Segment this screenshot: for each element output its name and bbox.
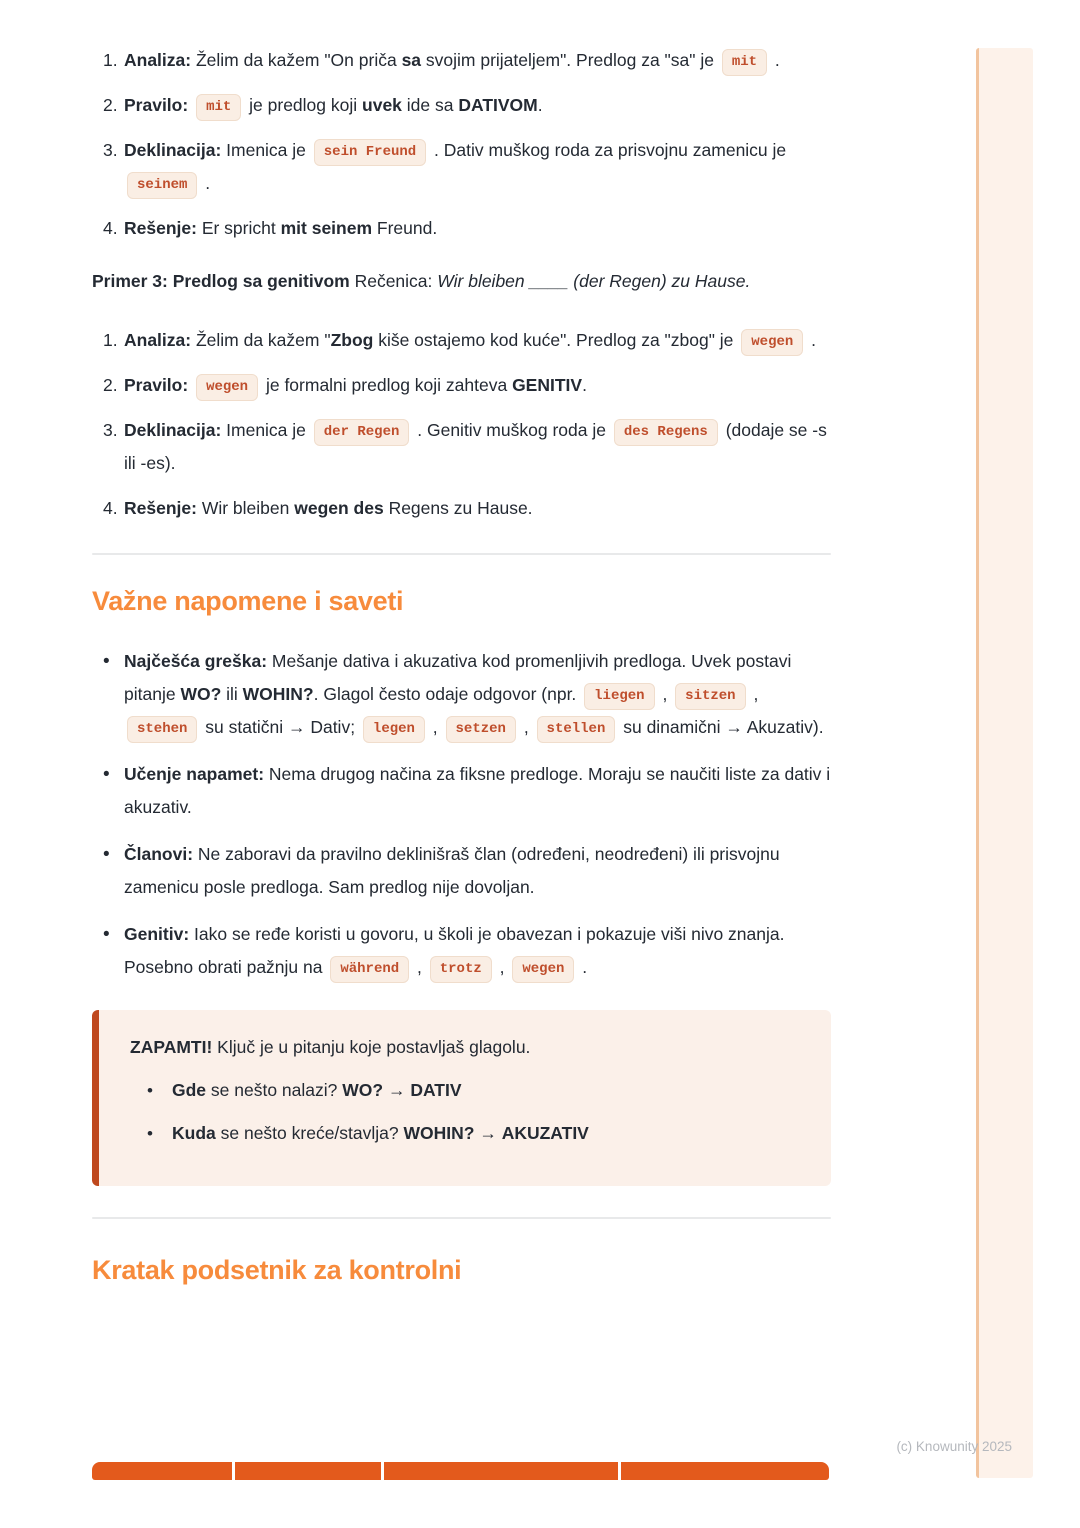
text-segment: Učenje napamet: <box>124 764 265 784</box>
text-segment: . <box>537 95 543 115</box>
text-segment: . Genitiv muškog roda je <box>412 420 611 440</box>
text-segment: Gde <box>172 1080 207 1100</box>
bullet-dot: • <box>147 1124 153 1143</box>
text-segment: . <box>200 173 211 193</box>
text-segment: → <box>383 1080 411 1100</box>
bullet-dot: • <box>103 924 110 945</box>
text-segment: kiše ostajemo kod kuće". Predlog za "zbog" je <box>373 330 739 350</box>
text-segment: → <box>474 1123 502 1143</box>
example2-steps-list <box>92 44 831 245</box>
text-segment: svojim prijateljem". Predlog za "sa" je <box>421 50 719 70</box>
code-chip: der Regen <box>314 419 410 446</box>
code-chip: während <box>330 956 409 983</box>
text-segment: DATIVOM <box>458 95 538 115</box>
text-segment: WOHIN? <box>403 1123 475 1143</box>
text-segment: , <box>518 717 534 737</box>
list-item-text <box>172 1117 801 1150</box>
text-segment: Imenica je <box>221 420 311 440</box>
text-segment: Pravilo: <box>124 375 189 395</box>
text-segment: Ključ je u pitanju koje postavljaš glagolu. <box>212 1037 531 1057</box>
code-chip: wegen <box>512 956 574 983</box>
text-segment: Er spricht <box>196 218 281 238</box>
text-segment: Ne zaboravi da pravilno deklinišraš član (određeni, neodređeni) ili prisvojnu zamenicu posle predloga. Sam predlog nije dovoljan. <box>124 844 780 897</box>
list-item <box>92 918 831 984</box>
text-segment: Analiza: <box>124 50 192 70</box>
text-segment: . <box>770 50 780 70</box>
list-item <box>92 44 831 77</box>
text-segment: Mešanje dativa i akuzativa kod promenljivih predloga. Uvek postavi pitanje <box>124 651 792 704</box>
code-chip: trotz <box>430 956 492 983</box>
text-segment: , <box>412 957 427 977</box>
text-segment: je formalni predlog koji zahteva <box>261 375 513 395</box>
code-chip: stellen <box>537 716 616 743</box>
text-segment <box>188 375 193 395</box>
code-chip: setzen <box>446 716 516 743</box>
text-segment: mit seinem <box>280 218 373 238</box>
text-segment: Primer 3: Predlog sa genitivom <box>92 271 350 291</box>
list-item <box>92 212 831 245</box>
code-chip: liegen <box>584 683 654 710</box>
code-chip: wegen <box>196 374 258 401</box>
section-divider <box>92 553 831 555</box>
text-segment: sa <box>401 50 422 70</box>
text-segment: Wir bleiben <box>196 498 295 518</box>
list-number: 3. <box>103 140 118 160</box>
list-item-text <box>124 89 831 122</box>
text-segment: Deklinacija: <box>124 140 222 160</box>
code-chip: stehen <box>127 716 197 743</box>
table-header-cell <box>92 1462 232 1480</box>
text-segment: Genitiv: <box>124 924 190 944</box>
bullet-dot: • <box>103 844 110 865</box>
list-number: 1. <box>103 330 118 350</box>
text-segment: Nema drugog načina za fiksne predloge. Moraju se naučiti liste za dativ i akuzativ. <box>124 764 831 817</box>
text-segment: AKUZATIV <box>501 1123 589 1143</box>
list-item-text <box>124 414 831 480</box>
list-number: 4. <box>103 218 118 238</box>
list-item-text <box>124 324 831 357</box>
text-segment: , <box>657 684 673 704</box>
code-chip: wegen <box>741 329 803 356</box>
list-item-text <box>124 758 831 824</box>
text-segment: Iako se ređe koristi u govoru, u školi je obavezan i pokazuje viši nivo znanja. Posebno obrati pažnju na <box>124 924 785 977</box>
list-item-text <box>124 369 831 402</box>
text-segment: su statični → Dativ; <box>200 717 360 737</box>
list-item <box>92 758 831 824</box>
code-chip: des Regens <box>614 419 718 446</box>
list-item <box>92 89 831 122</box>
bullet-dot: • <box>103 764 110 785</box>
list-item-text <box>124 645 831 744</box>
text-segment: WO? <box>180 684 222 704</box>
text-segment: Najčešća greška: <box>124 651 268 671</box>
list-item-text <box>124 44 831 77</box>
text-segment: ili <box>221 684 243 704</box>
list-number: 4. <box>103 498 118 518</box>
text-segment: , <box>748 684 759 704</box>
zapamti-callout <box>92 1010 831 1186</box>
text-segment: se nešto nalazi? <box>206 1080 343 1100</box>
list-item-text <box>124 838 831 904</box>
text-segment: . <box>577 957 588 977</box>
text-segment: Kuda <box>172 1123 216 1143</box>
text-segment: Želim da kažem "On priča <box>191 50 402 70</box>
primer3-intro-paragraph <box>92 265 831 298</box>
list-number: 2. <box>103 375 118 395</box>
text-segment: Pravilo: <box>124 95 189 115</box>
text-segment: je predlog koji <box>244 95 363 115</box>
bullet-dot: • <box>103 651 110 672</box>
document-content <box>92 0 831 1286</box>
text-segment: , <box>427 717 443 737</box>
list-number: 3. <box>103 420 118 440</box>
text-segment: uvek <box>362 95 402 115</box>
table-header-cell <box>621 1462 829 1480</box>
text-segment: Imenica je <box>221 140 311 160</box>
text-segment: Rešenje: <box>124 218 197 238</box>
text-segment: Analiza: <box>124 330 192 350</box>
list-item <box>92 645 831 744</box>
text-segment: se nešto kreće/stavlja? <box>215 1123 404 1143</box>
code-chip: mit <box>196 94 241 121</box>
list-item <box>92 414 831 480</box>
text-segment: Freund. <box>372 218 438 238</box>
text-segment: Rečenica: <box>349 271 438 291</box>
list-item <box>130 1074 801 1107</box>
text-segment: wegen des <box>294 498 384 518</box>
code-chip: sitzen <box>675 683 745 710</box>
callout-bullet-list <box>130 1074 801 1150</box>
text-segment: Zbog <box>330 330 374 350</box>
code-chip: seinem <box>127 172 197 199</box>
list-number: 2. <box>103 95 118 115</box>
list-item-text <box>124 492 831 525</box>
list-item-text <box>124 212 831 245</box>
text-segment: WO? <box>342 1080 384 1100</box>
text-segment: Deklinacija: <box>124 420 222 440</box>
list-item <box>92 134 831 200</box>
section-divider <box>92 1217 831 1219</box>
table-header-cell <box>384 1462 618 1480</box>
text-segment: Regens zu Hause. <box>383 498 533 518</box>
notes-bullet-list <box>92 645 831 984</box>
table-header-cell <box>235 1462 381 1480</box>
text-segment: ZAPAMTI! <box>130 1037 213 1057</box>
list-item <box>92 324 831 357</box>
text-segment: Članovi: <box>124 844 194 864</box>
text-segment <box>188 95 193 115</box>
list-item-text <box>172 1074 801 1107</box>
copyright-text: (c) Knowunity 2025 <box>896 1439 1012 1454</box>
text-segment: Želim da kažem " <box>191 330 331 350</box>
table-header-strip <box>92 1462 829 1480</box>
text-segment: DATIV <box>410 1080 462 1100</box>
bullet-dot: • <box>147 1081 153 1100</box>
list-item <box>92 369 831 402</box>
text-segment: ide sa <box>401 95 459 115</box>
text-segment: (dodaje se -s ili -es). <box>124 420 827 473</box>
primer3-steps-list <box>92 324 831 525</box>
list-item <box>92 838 831 904</box>
notes-heading: Važne napomene i saveti <box>92 586 404 616</box>
text-segment: . <box>582 375 587 395</box>
list-item-text <box>124 134 831 200</box>
text-segment: su dinamični → Akuzativ). <box>618 717 824 737</box>
text-segment: . <box>806 330 817 350</box>
text-segment: Rešenje: <box>124 498 197 518</box>
text-segment: . Glagol često odaje odgovor (npr. <box>313 684 582 704</box>
list-item-text <box>124 918 831 984</box>
list-number: 1. <box>103 50 118 70</box>
list-item <box>130 1117 801 1150</box>
code-chip: legen <box>363 716 425 743</box>
callout-title <box>130 1031 801 1064</box>
text-segment: . Dativ muškog roda za prisvojnu zamenicu je <box>429 140 787 160</box>
text-segment: WOHIN? <box>242 684 314 704</box>
text-segment: , <box>494 957 510 977</box>
text-segment: Wir bleiben ____ (der Regen) zu Hause. <box>437 271 751 291</box>
text-segment: GENITIV <box>512 375 583 395</box>
page-margin-rail <box>976 48 1033 1478</box>
list-item <box>92 492 831 525</box>
code-chip: sein Freund <box>314 139 426 166</box>
reminder-heading: Kratak podsetnik za kontrolni <box>92 1255 462 1285</box>
code-chip: mit <box>722 49 767 76</box>
